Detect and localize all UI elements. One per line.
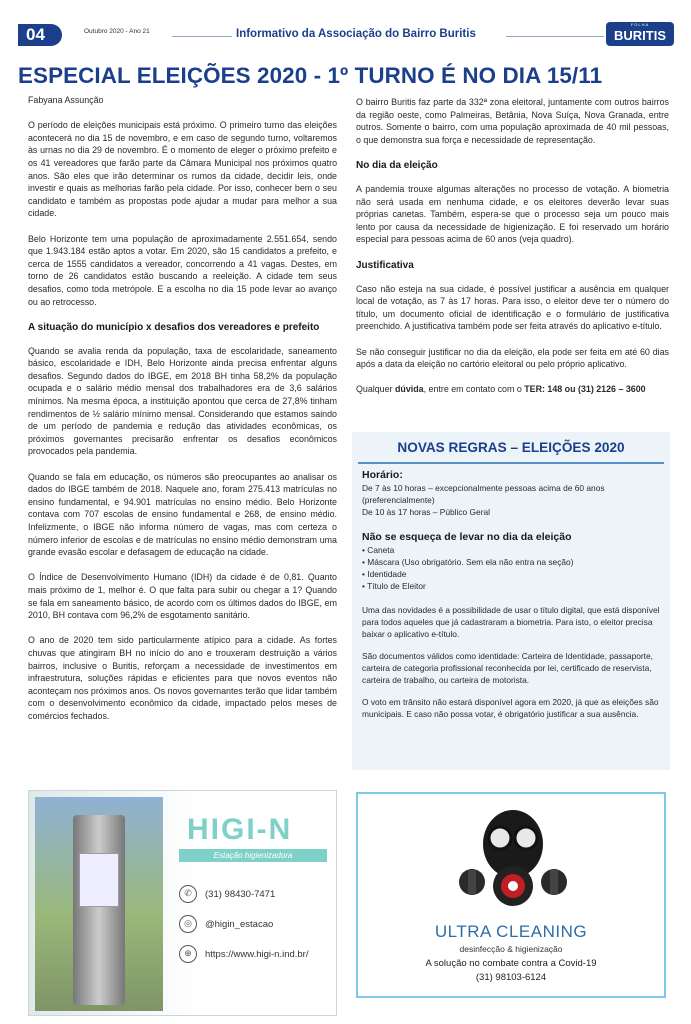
higin-phone-row[interactable] <box>179 885 275 903</box>
logo-small-text: FOLHA <box>630 22 650 27</box>
higin-instagram-row[interactable] <box>179 915 273 933</box>
section-heading: A situação do município x desafios dos vereadores e prefeito <box>28 321 320 333</box>
box-divider <box>358 462 664 464</box>
gas-mask-icon <box>458 804 568 920</box>
paragraph: O bairro Buritis faz parte da 332ª zona eleitoral, juntamente com outros bairros da região oeste, como Palmeiras, Betânia, Nova Suíça, Nova Granada, entre outros. Somente o bairro, com uma população aproximada de 40 mil pessoas, o que demonstra sua força e necessidade de representação. <box>356 97 669 145</box>
higin-url: https://www.higi-n.ind.br/ <box>205 948 309 960</box>
station-panel <box>79 853 119 907</box>
remember-heading: Não se esqueça de levar no dia da eleição <box>362 531 572 543</box>
schedule-line: De 7 às 10 horas – excepcionalmente pessoas acima de 60 anos (preferencialmente) <box>362 483 605 505</box>
author-byline: Fabyana Assunção <box>28 95 104 105</box>
folha-buritis-logo <box>606 22 674 46</box>
page-header <box>18 24 674 46</box>
items-list <box>362 544 662 592</box>
paragraph: Quando se avalia renda da população, taxa de escolaridade, saneamento básico, escolaridade e IDH, Belo Horizonte ainda precisa enfrentar alguns desafios. Segundo dados do IBGE, em 2018 BH tinha 58,2% da população ocupada e o salário médio mensal dos trabalhadores era de 3,6 salários mínimos. Na mesma época, a instituição apontou que cerca de 27,8% tinham rendimentos de ½ salário mínimo mensal. Considerando que estamos saindo de um período de pandemia e redução das atividades econômicas, os próximos governantes precisarão enfrentar os desafios econômicos provocados pela pandemia. <box>28 345 337 457</box>
paragraph: A pandemia trouxe algumas alterações no processo de votação. A biometria não será usada em nenhuma cidade, e os eleitores deverão levar suas próprias canetas. Também, espera-se que o processo seja um pouco mais lento por causa da necessidade de higienização. E foi reservado um horário especial para pessoas acima de 60 anos (veja quadro). <box>356 183 669 245</box>
higin-phone: (31) 98430-7471 <box>205 888 276 900</box>
list-item: • Máscara (Uso obrigatório. Sem ela não entra na seção) <box>362 556 662 568</box>
list-item: • Título de Eleitor <box>362 580 662 592</box>
header-divider-right <box>506 36 604 37</box>
new-rules-box <box>352 432 670 770</box>
paragraph: O ano de 2020 tem sido particularmente atípico para a cidade. As fortes chuvas que atingiram BH no início do ano e trouxeram destruição a vários bairros, inclusive o Buritis, reforçam a necessidade de investimentos em infraestrutura, soluções rápidas e eficientes para que novos eventos não aconteçam nos próximos anos. Os novos governantes terão que lidar também com o desenvolvimento econômico da cidade, impactado pelos meses de comércios fechados. <box>28 635 337 721</box>
station-post <box>73 815 125 1005</box>
edition-date: Outubro 2020 - Ano 21 <box>84 28 150 35</box>
box-paragraph: São documentos válidos como identidade: Carteira de Identidade, passaporte, carteira de categoria profissional reconhecida por lei, certificado de reservista, carteira de trabalho, ou carteira de motorista. <box>362 651 653 685</box>
contact-phone: TER: 148 ou (31) 2126 – 3600 <box>524 384 646 395</box>
ultra-cleaning-advertisement[interactable] <box>356 792 666 998</box>
list-item: • Identidade <box>362 568 662 580</box>
section-heading: Justificativa <box>356 259 414 271</box>
paragraph: O Índice de Desenvolvimento Humano (IDH) da cidade é de 0,81. Quanto mais próximo de 1, melhor é. O que falta para subir ou chegar a 1? Quando se fala em saneamento básico, de acordo com os últimos dados do IBGE, em 2010, BH contava com 96,2% de esgotamento sanitário. <box>28 572 337 621</box>
ultra-phone[interactable]: (31) 98103-6124 <box>475 972 547 983</box>
list-item: • Caneta <box>362 544 662 556</box>
schedule-heading: Horário: <box>362 469 403 481</box>
box-title: NOVAS REGRAS – ELEIÇÕES 2020 <box>397 440 625 455</box>
globe-icon: ⊕ <box>179 945 197 963</box>
paragraph: O período de eleições municipais está próximo. O primeiro turno das eleições acontecerá no dia 15 de novembro, e em caso de segundo turno, voltaremos às urnas no dia 29 de novembro. É o momento de eleger o próximo prefeito e os 41 vereadores que farão parte da Câmara Municipal nos próximos quatro anos. São eles que irão determinar os rumos da cidade, decidir leis, onde investir e quais as melhorias farão pela cidade. Por isso, conhecer bem o seu candidato e também as propostas pode ajudar a mudar para melhor a sua cidade. <box>28 120 337 219</box>
article-left-column <box>28 94 337 735</box>
logo-name-text: BURITIS <box>614 28 666 43</box>
headline: ESPECIAL ELEIÇÕES 2020 - 1º TURNO É NO DIA 15/11 <box>18 63 603 88</box>
phone-icon: ✆ <box>179 885 197 903</box>
paragraph: Belo Horizonte tem uma população de aproximadamente 2.551.654, sendo que 1.943.184 estão aptos a votar. Em 2020, são 15 candidatos a prefeito, e cerca de 1555 candidatos a vereador, concorrendo a 41 vagas. Destes, em torno de 26 candidatos estão buscando a reeleição. A cidade tem seus desafios, como toda metrópole. E a escolha no dia 15 pode levar ao avanço ou ao retrocesso. <box>28 233 337 307</box>
ultra-solution: A solução no combate contra a Covid-19 <box>425 958 597 969</box>
sanitizing-station-photo <box>35 797 163 1011</box>
association-title: Informativo da Associação do Bairro Buritis <box>236 28 476 40</box>
section-heading: No dia da eleição <box>356 159 438 171</box>
paragraph: Caso não esteja na sua cidade, é possível justificar a ausência em qualquer local de votação, as 7 às 17 horas. Para isso, o eleitor deve ter o número do título, um documento oficial de identificação e o formulário de justificativa preenchido. A justificativa também pode ser feita através do aplicativo e-título. <box>356 283 669 332</box>
header-divider-left <box>172 36 232 37</box>
page-number: 04 <box>18 24 62 46</box>
paragraph: Quando se fala em educação, os números são preocupantes ao analisar os dados do IBGE também de 2018. Naquele ano, foram 275.413 matrículas no ensino fundamental, e 94.901 matrículas no ensino médio. Belo Horizonte contava com 707 escolas de ensino fundamental e 268, de ensino médio. Infelizmente, o IBGE não informa número de vagas, mas com certeza o número inferior de escolas e de matrículas no ensino médio demonstram uma grande evasão escolar e defasagem de educação na cidade. <box>28 471 337 558</box>
higin-brand: HIGI-N <box>187 813 293 846</box>
paragraph: Se não conseguir justificar no dia da eleição, ela pode ser feita em até 60 dias após a data da eleição no cartório eleitoral ou pelo próprio aplicativo. <box>356 346 669 370</box>
higin-tagline: Estação higienizadora <box>179 849 327 862</box>
box-paragraph: Uma das novidades é a possibilidade de usar o título digital, que está disponível para todos aqueles que já cadastraram a biometria. Para isto, o eleitor precisa baixar o aplicativo e-título. <box>362 605 660 639</box>
article-right-column <box>356 96 669 408</box>
higin-instagram: @higin_estacao <box>205 918 274 930</box>
higin-advertisement[interactable] <box>28 790 337 1016</box>
higin-website-row[interactable] <box>179 945 309 963</box>
ultra-description: desinfecção & higienização <box>459 944 563 954</box>
ultra-brand: ULTRA CLEANING <box>434 922 588 941</box>
schedule-line: De 10 às 17 horas – Público Geral <box>362 507 491 517</box>
contact-line: Qualquer dúvida, entre em contato com o TER: 148 ou (31) 2126 – 3600 <box>356 384 646 395</box>
contact-doubt-label: dúvida <box>394 384 424 395</box>
instagram-icon: ◎ <box>179 915 197 933</box>
box-paragraph: O voto em trânsito não estará disponível agora em 2020, já que as eleições são municipais. E caso não possa votar, é obrigatório justificar a sua ausência. <box>362 697 659 719</box>
